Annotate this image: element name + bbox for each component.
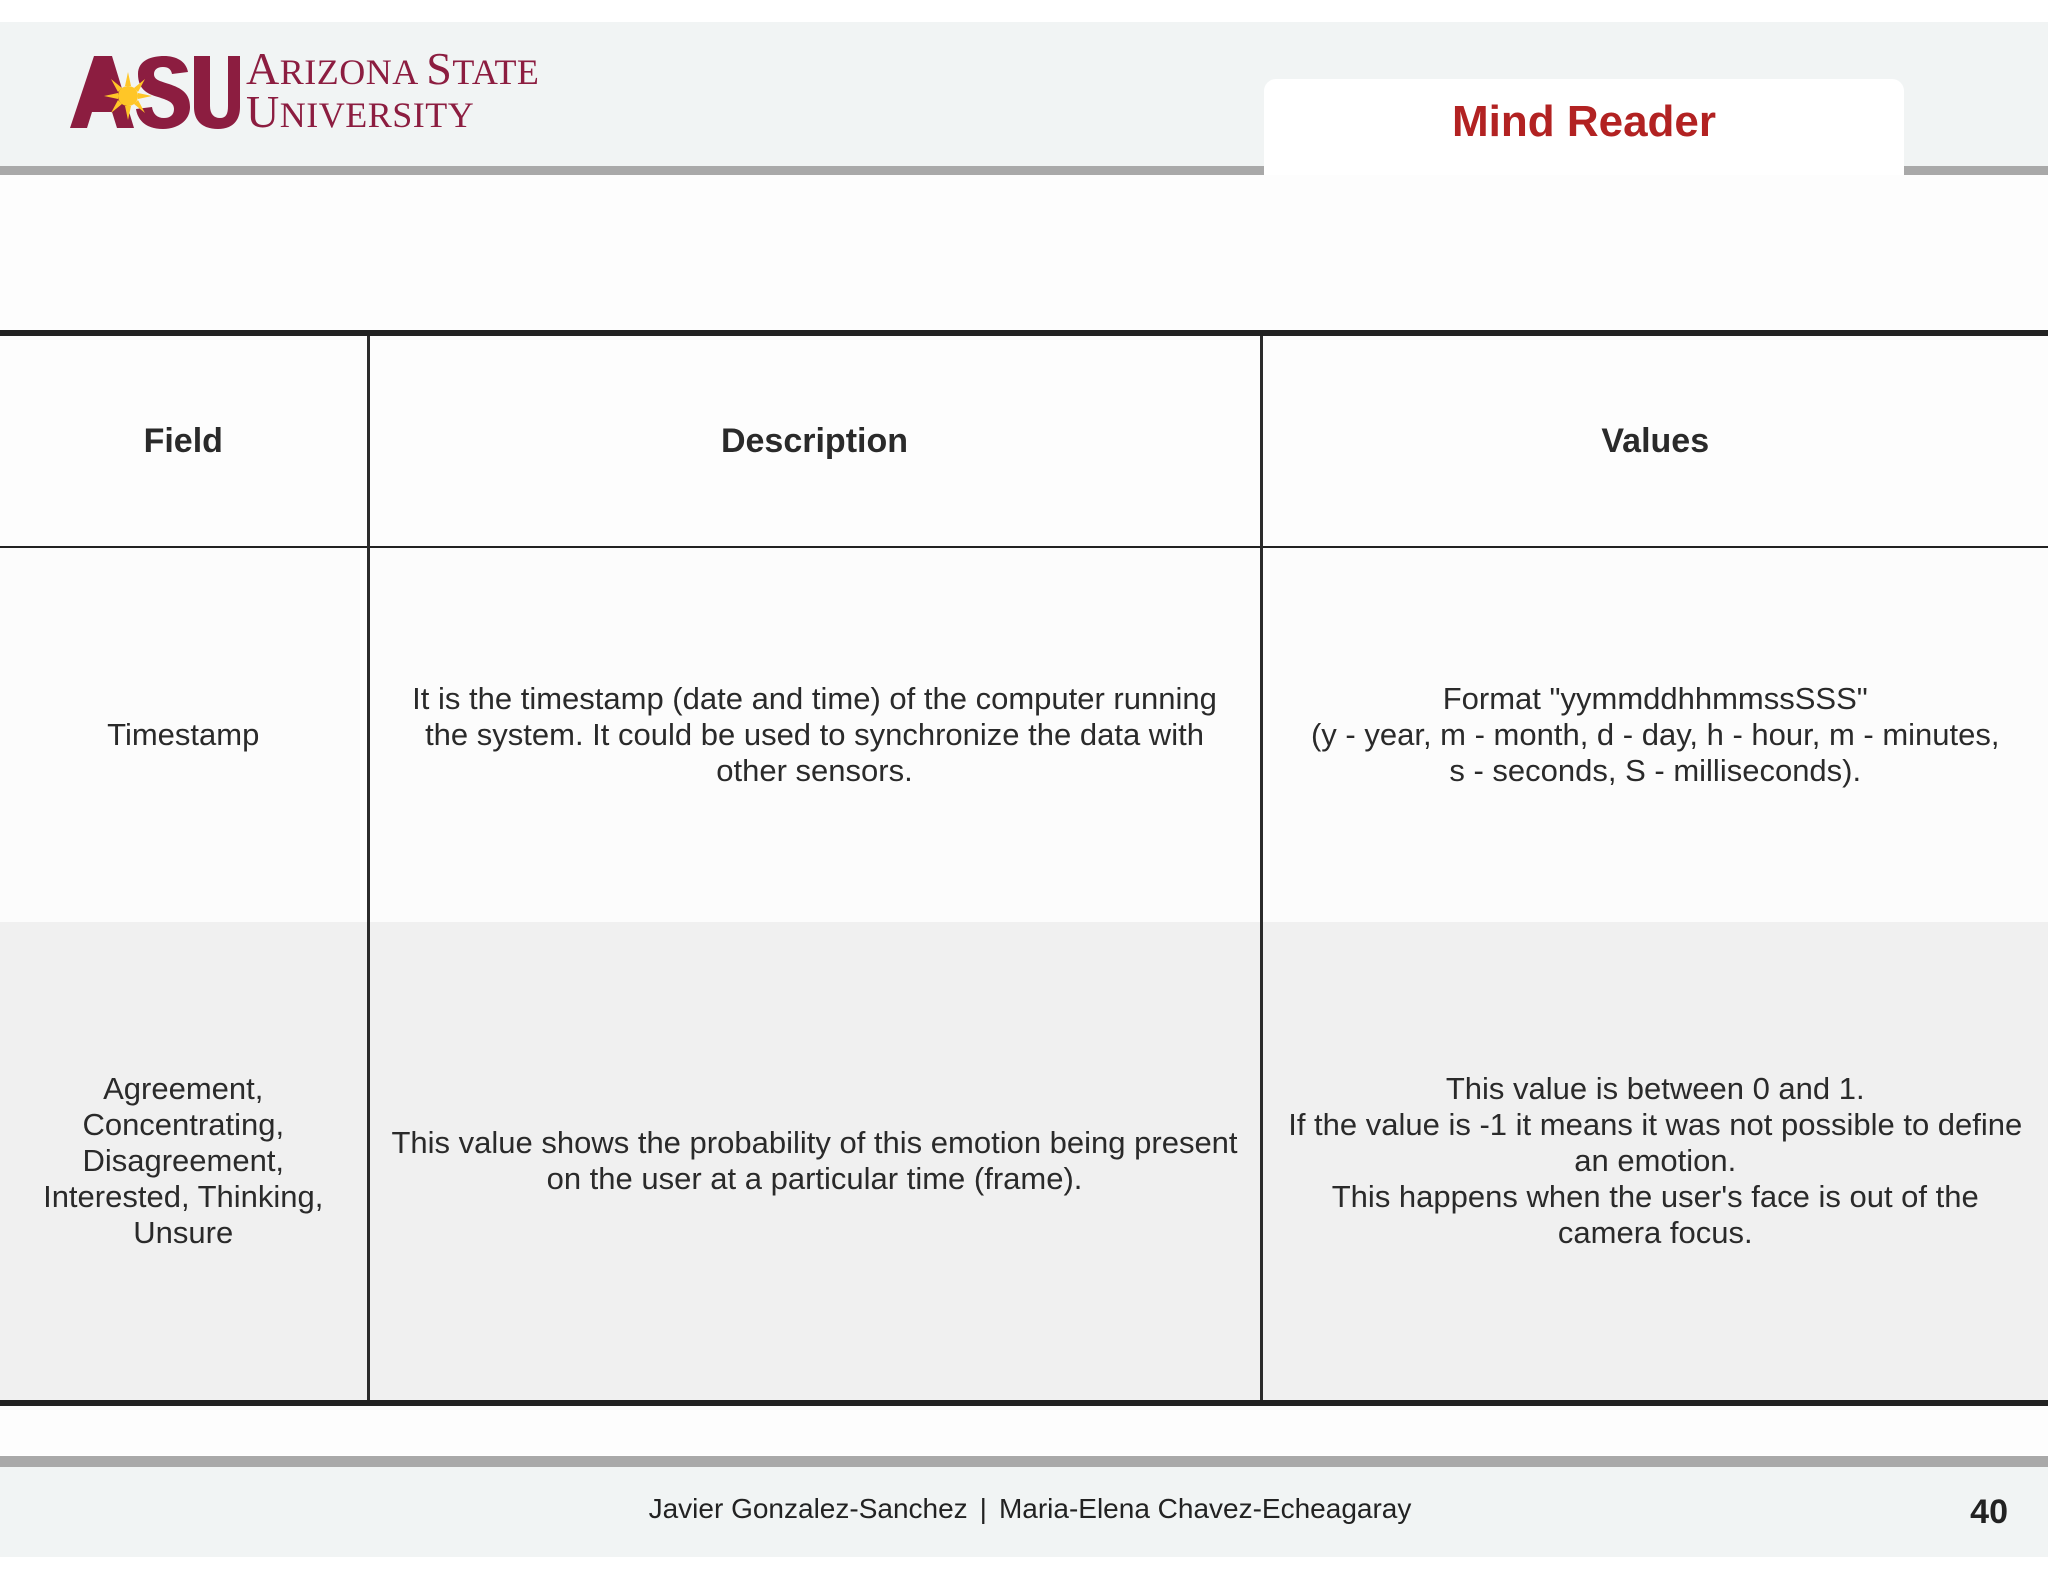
title-tab	[1264, 79, 1904, 179]
university-wordmark	[246, 43, 540, 137]
table-row	[0, 922, 2048, 1403]
footer-divider	[0, 1456, 2048, 1467]
cell-field: Timestamp	[0, 547, 368, 922]
asu-sunburst-logo-icon	[68, 52, 240, 132]
table-row	[0, 547, 2048, 922]
sunburst	[104, 72, 152, 120]
fields-table	[0, 330, 2048, 1406]
author-1: Javier Gonzalez-Sanchez	[648, 1493, 968, 1524]
table-header-row	[0, 333, 2048, 547]
column-header-values: Values	[1261, 333, 2048, 547]
wordmark-line-1: ARIZONA STATE	[246, 43, 540, 94]
column-header-description: Description	[368, 333, 1261, 547]
cell-values: Format "yymmddhhmmssSSS" (y - year, m - month, d - day, h - hour, m - minutes, s - seconds, S - milliseconds).	[1261, 547, 2048, 922]
cell-field: Agreement, Concentrating, Disagreement, Interested, Thinking, Unsure	[0, 922, 368, 1403]
wordmark-line-2: UNIVERSITY	[246, 86, 475, 137]
footer-authors	[0, 1493, 2048, 1525]
slide-title: Mind Reader	[1451, 97, 1717, 146]
author-separator: |	[979, 1493, 987, 1524]
cell-description: It is the timestamp (date and time) of the computer running the system. It could be used to synchronize the data with other sensors.	[368, 547, 1261, 922]
page-number: 40	[1970, 1493, 2008, 1531]
column-header-field: Field	[0, 333, 368, 547]
author-2: Maria-Elena Chavez-Echeagaray	[998, 1493, 1412, 1524]
cell-values: This value is between 0 and 1. If the value is -1 it means it was not possible to define an emotion. This happens when the user's face is out of the camera focus.	[1261, 922, 2048, 1403]
cell-description: This value shows the probability of this emotion being present on the user at a particular time (frame).	[368, 922, 1261, 1403]
asu-logo	[68, 43, 540, 137]
